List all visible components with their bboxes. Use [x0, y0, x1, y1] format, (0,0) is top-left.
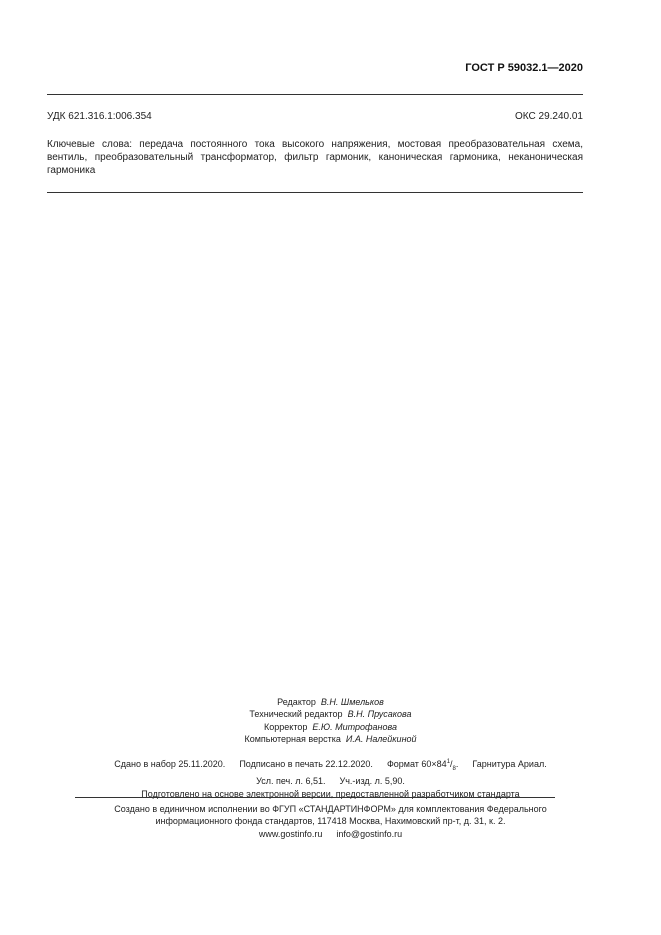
standard-number: ГОСТ Р 59032.1—2020 — [465, 62, 583, 74]
footer-site-link[interactable]: www.gostinfo.ru — [258, 828, 323, 839]
footer-line-2: информационного фонда стандартов, 117418 Москва, Нахимовский пр-т, д. 31, к. 2. — [155, 816, 506, 827]
credits-block — [0, 696, 661, 746]
credit-editor: Редактор В.Н. Шмельков — [277, 697, 384, 707]
footer-email-link[interactable]: info@gostinfo.ru — [336, 828, 403, 839]
oks-code: ОКС 29.240.01 — [515, 111, 583, 122]
footer-block — [0, 803, 661, 840]
credit-layout: Компьютерная верстка И.А. Налейкиной — [244, 734, 417, 745]
footer-divider — [75, 797, 555, 798]
header-divider — [47, 94, 583, 95]
keywords-divider — [47, 192, 583, 193]
footer-contacts — [0, 828, 661, 840]
credit-tech-editor: Технический редактор В.Н. Прусакова — [249, 709, 412, 720]
keywords-paragraph: Ключевые слова: передача постоянного тока высокого напряжения, мостовая преобразовательная схема, вентиль, преобразовательный трансформатор, фильтр гармоник, каноническая гармоника, неканоническая гармоника — [47, 139, 583, 177]
footer-line-1: Создано в единичном исполнении во ФГУП «СТАНДАРТИНФОРМ» для комплектования Федерального — [114, 804, 547, 814]
publication-line-1: Сдано в набор 25.11.2020. Подписано в печать 22.12.2020. Формат $60\times 84^1/_8$. Гарнитура Ариал. — [114, 759, 547, 772]
credit-proofreader: Корректор Е.Ю. Митрофанова — [264, 721, 397, 732]
udk-code: УДК 621.316.1:006.354 — [47, 111, 152, 122]
publication-line-2: Усл. печ. л. 6,51. Уч.-изд. л. 5,90. — [256, 776, 405, 787]
publication-line-3: Подготовлено на основе электронной версии, предоставленной разработчиком стандарта — [141, 788, 520, 799]
publication-info — [0, 756, 661, 800]
